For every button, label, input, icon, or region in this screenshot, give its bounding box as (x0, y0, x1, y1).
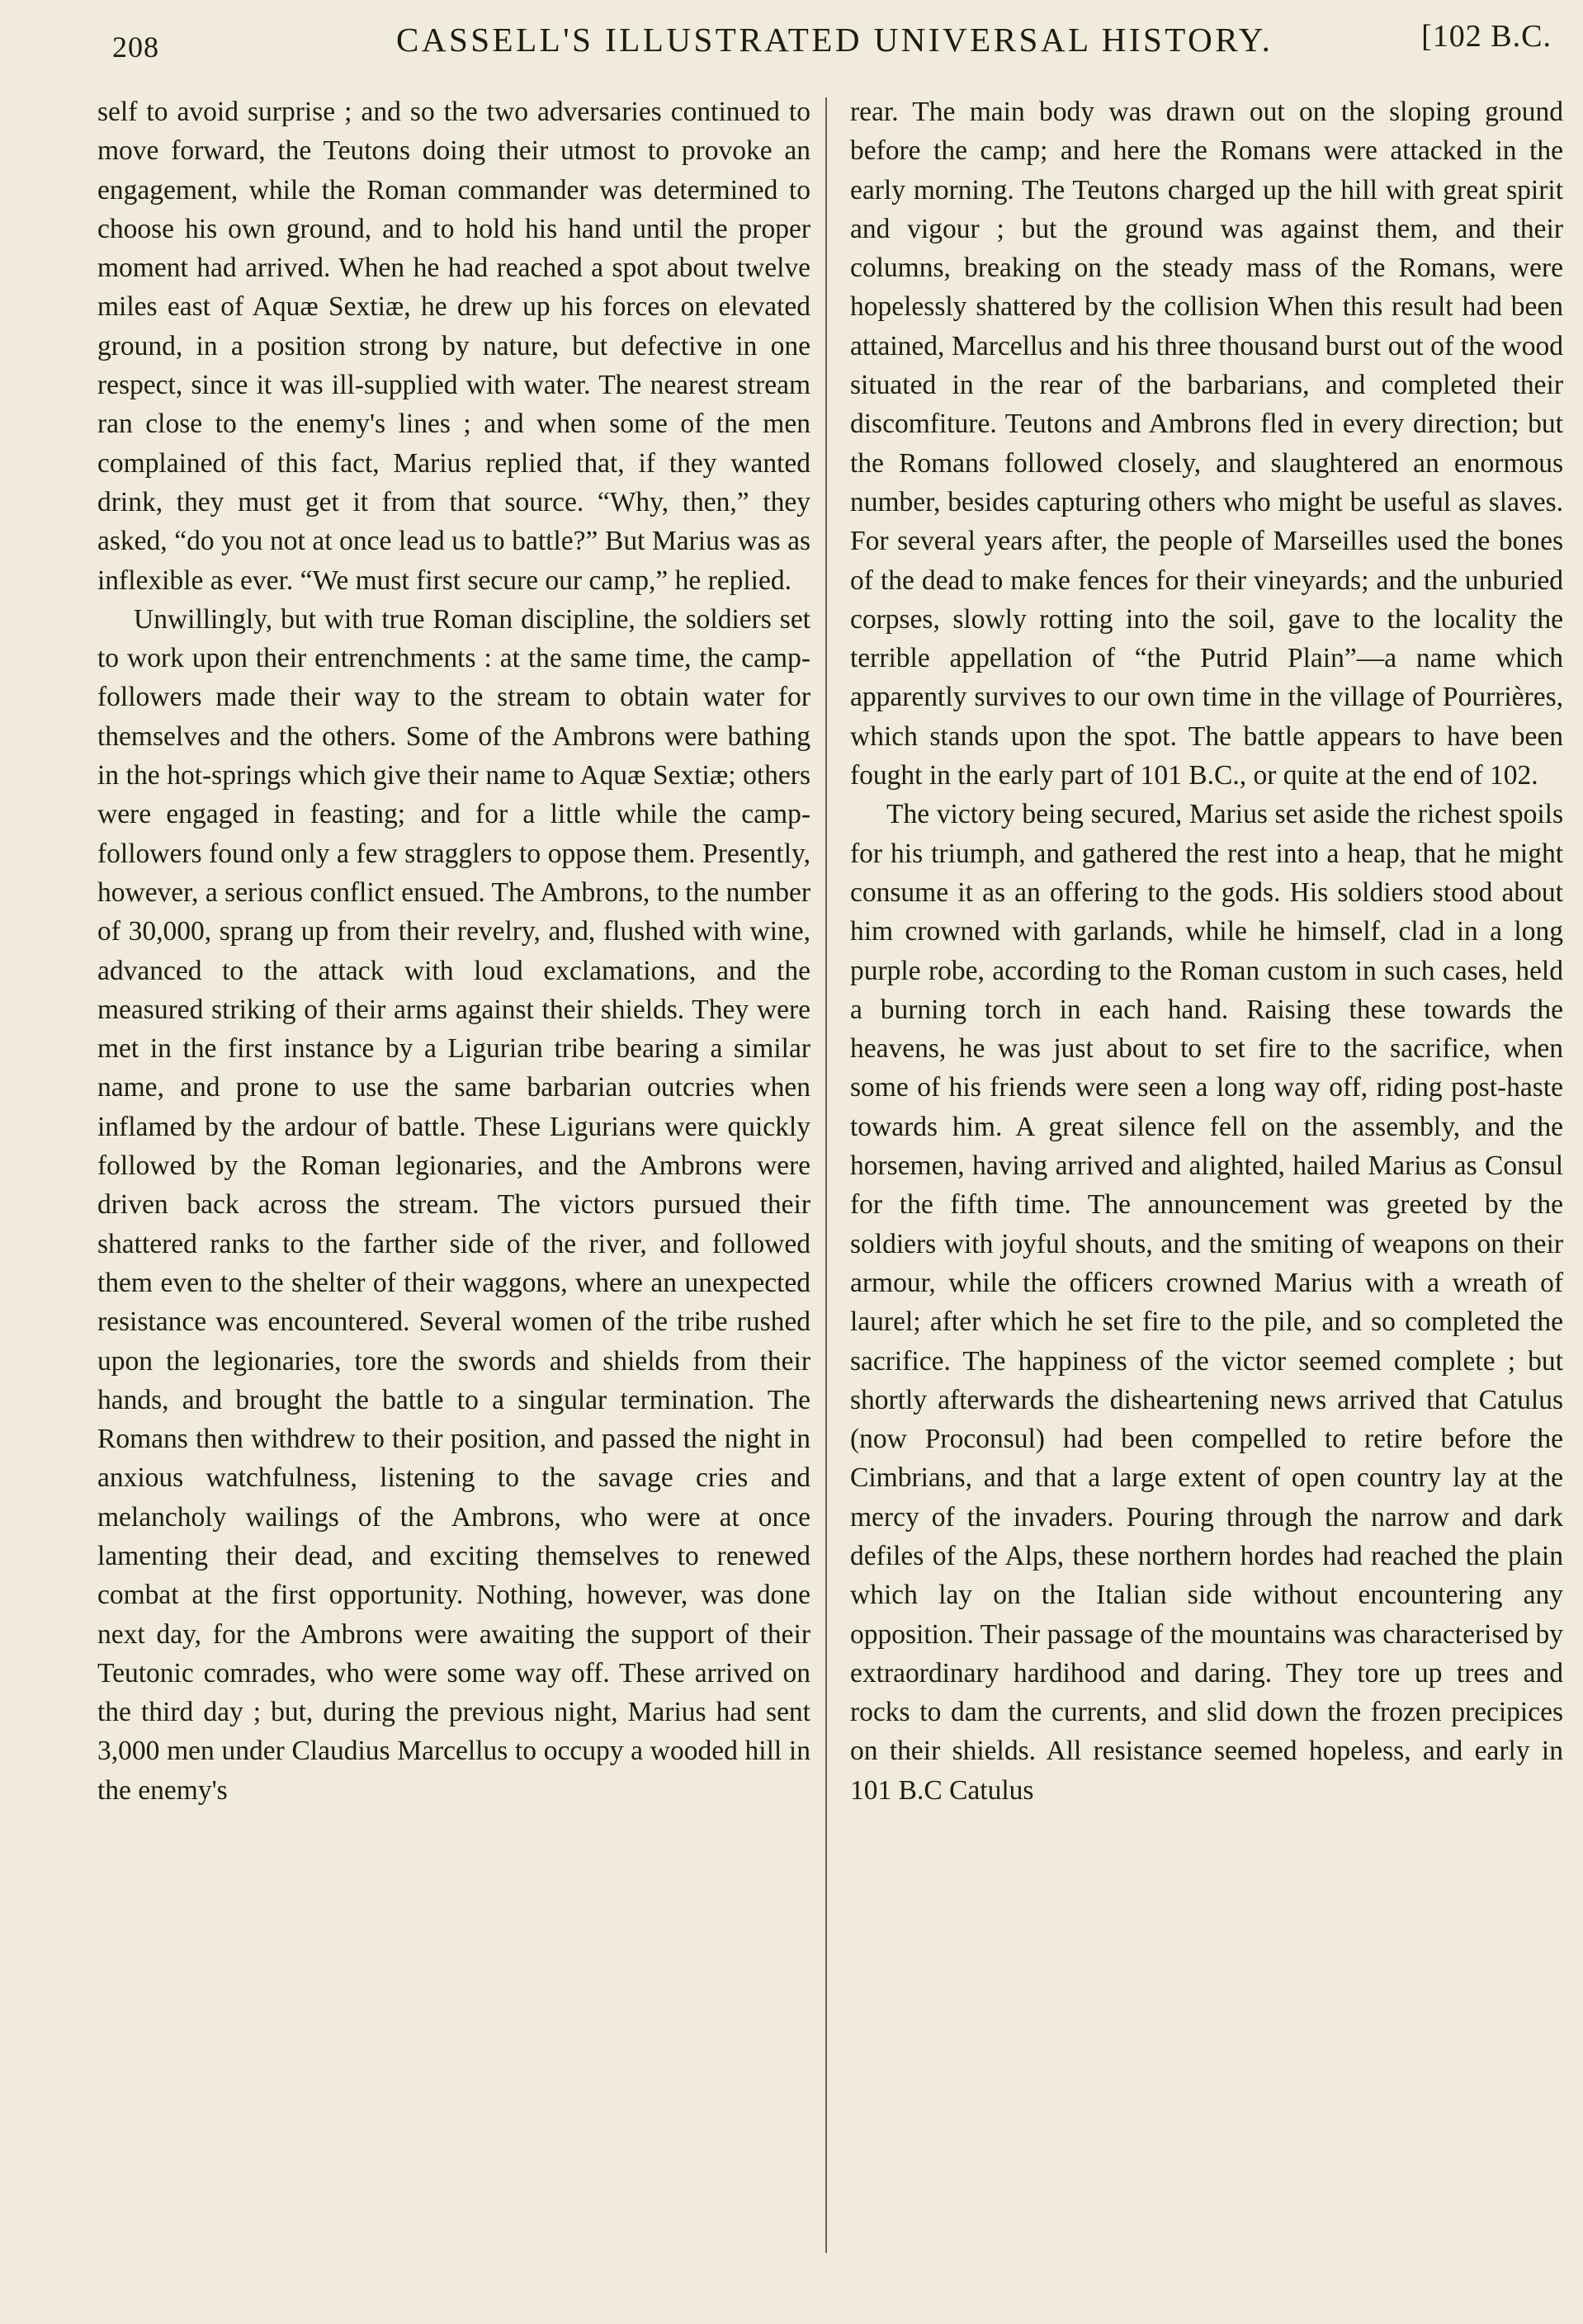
paragraph: The victory being secured, Marius set aside the richest spoils for his triumph, and gathered the rest into a heap, that he might consume it as an offering to the gods. His soldiers stood about him crowned with garlands, while he himself, clad in a long purple robe, according to the Roman custom in such cases, held a burning torch in each hand. Raising these towards the heavens, he was just about to set fire to the sacrifice, when some of his friends were seen a long way off, riding post-haste towards him. A great silence fell on the assembly, and the horsemen, having arrived and alighted, hailed Marius as Consul for the fifth time. The announcement was greeted by the soldiers with joyful shouts, and the smiting of weapons on their armour, while the officers crowned Marius with a wreath of laurel; after which he set fire to the pile, and so completed the sacrifice. The happiness of the victor seemed complete ; but shortly afterwards the disheartening news arrived that Catulus (now Proconsul) had been compelled to retire before the Cimbrians, and that a large extent of open country lay at the mercy of the invaders. Pouring through the narrow and dark defiles of the Alps, these northern hordes had reached the plain which lay on the Italian side without encountering any opposition. Their passage of the mountains was characterised by extraordinary hardihood and daring. They tore up trees and rocks to dam the currents, and slid down the frozen precipices on their shields. All resistance seemed hopeless, and early in 101 B.C Catulus (850, 799, 1563, 1806)
date-note: [102 B.C. (1421, 19, 1552, 54)
running-title: CASSELL'S ILLUSTRATED UNIVERSAL HISTORY. (396, 21, 1273, 59)
page-header (107, 13, 1552, 63)
right-column (850, 92, 1563, 1810)
paragraph: rear. The main body was drawn out on the sloping ground before the camp; and here the Romans were attacked in the early morning. The Teutons charged up the hill with great spirit and vigour ; but the ground was against them, and their columns, breaking on the steady mass of the Romans, were hopelessly shattered by the collision When this result had been attained, Marcellus and his three thousand burst out of the wood situated in the rear of the barbarians, and completed their discomfiture. Teutons and Ambrons fled in every direction; but the Romans followed closely, and slaughtered an enormous number, besides capturing others who might be useful as slaves. For several years after, the people of Marseilles used the bones of the dead to make fences for their vineyards; and the unburied corpses, slowly rotting into the soil, gave to the locality the terrible appellation of “the Putrid Plain”—a name which apparently survives to our own time in the village of Pourrières, which stands upon the spot. The battle appears to have been fought in the early part of 101 B.C., or quite at the end of 102. (850, 97, 1563, 791)
column-divider (825, 97, 827, 2253)
page-number: 208 (112, 31, 159, 64)
paragraph: Unwillingly, but with true Roman discipline, the soldiers set to work upon their entrenchments : at the same time, the camp-followers made their way to the stream to obtain water for themselves and the others. Some of the Ambrons were bathing in the hot-springs which give their name to Aquæ Sextiæ; others were engaged in feasting; and for a little while the camp-followers found only a few stragglers to oppose them. Presently, however, a serious conflict ensued. The Ambrons, to the number of 30,000, sprang up from their revelry, and, flushed with wine, advanced to the attack with loud exclamations, and the measured striking of their arms against their shields. They were met in the first instance by a Ligurian tribe bearing a similar name, and prone to use the same barbarian outcries when inflamed by the ardour of battle. These Ligurians were quickly followed by the Roman legionaries, and the Ambrons were driven back across the stream. The victors pursued their shattered ranks to the farther side of the river, and followed them even to the shelter of their waggons, where an unexpected resistance was encountered. Several women of the tribe rushed upon the legionaries, tore the swords and shields from their hands, and brought the battle to a singular termination. The Romans then withdrew to their position, and passed the night in anxious watchfulness, listening to the savage cries and melancholy wailings of the Ambrons, who were at once lamenting their dead, and exciting themselves to renewed combat at the first opportunity. Nothing, however, was done next day, for the Ambrons were awaiting the support of their Teutonic comrades, who were some way off. These arrived on the third day ; but, during the previous night, Marius had sent 3,000 men under Claudius Marcellus to occupy a wooded hill in the enemy's (97, 603, 810, 1806)
left-column (97, 92, 810, 1810)
paragraph: self to avoid surprise ; and so the two adversaries continued to move forward, the Teutons doing their utmost to provoke an engagement, while the Roman commander was determined to choose his own ground, and to hold his hand until the proper moment had arrived. When he had reached a spot about twelve miles east of Aquæ Sextiæ, he drew up his forces on elevated ground, in a position strong by nature, but defective in one respect, since it was ill-supplied with water. The nearest stream ran close to the enemy's lines ; and when some of the men complained of this fact, Marius replied that, if they wanted drink, they must get it from that source. “Why, then,” they asked, “do you not at once lead us to battle?” But Marius was as inflexible as ever. “We must first secure our camp,” he replied. (97, 97, 810, 596)
